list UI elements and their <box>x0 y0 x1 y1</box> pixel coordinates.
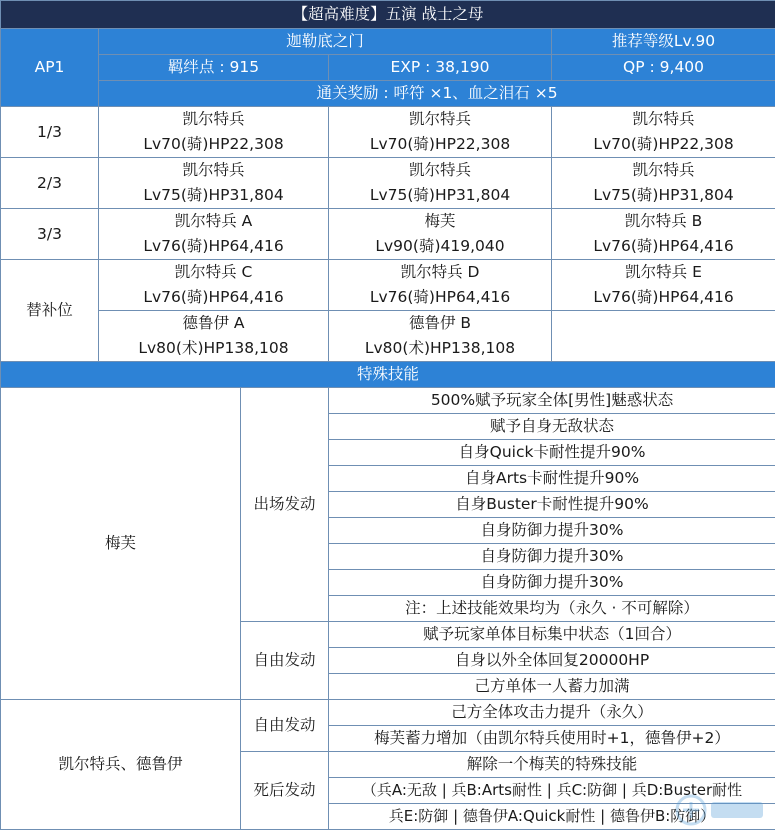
quest-title: 【超高难度】五演 战士之母 <box>1 1 775 29</box>
enemy-name: 凯尔特兵 <box>632 161 695 179</box>
wave-label: 1/3 <box>1 107 99 158</box>
clear-reward: 通关奖励 : 呼符 ×1、血之泪石 ×5 <box>99 81 775 107</box>
enemy-stats: Lv76(骑)HP64,416 <box>369 288 511 306</box>
maeve-name: 梅芙 <box>1 388 241 700</box>
enemy-stats: Lv75(骑)HP31,804 <box>369 186 511 204</box>
enemy-stats: Lv75(骑)HP31,804 <box>143 186 284 204</box>
skills-header: 特殊技能 <box>1 362 775 388</box>
skill-line: 梅芙蓄力增加（由凯尔特兵使用时+1，德鲁伊+2） <box>329 726 775 752</box>
recommended-level: 推荐等级Lv.90 <box>552 29 775 55</box>
enemy-name: 梅芙 <box>424 212 456 230</box>
empty-cell <box>552 311 775 362</box>
enemy-cell <box>552 260 775 311</box>
skill-line: 兵E:防御 | 德鲁伊A:Quick耐性 | 德鲁伊B:防御） <box>329 804 775 830</box>
skill-line: 自身防御力提升30% <box>329 570 775 596</box>
exp: EXP : 38,190 <box>329 55 552 81</box>
enemy-cell <box>329 260 552 311</box>
enemy-stats: Lv76(骑)HP64,416 <box>593 288 734 306</box>
skill-line: （兵A:无敌 | 兵B:Arts耐性 | 兵C:防御 | 兵D:Buster耐性 <box>329 778 775 804</box>
enemy-cell <box>99 260 329 311</box>
enemy-name: 凯尔特兵 C <box>174 263 253 281</box>
enemy-cell <box>99 107 329 158</box>
ap-cost: AP1 <box>1 29 99 107</box>
trigger-on-death: 死后发动 <box>241 752 329 830</box>
enemy-name: 凯尔特兵 D <box>400 263 480 281</box>
enemy-stats: Lv70(骑)HP22,308 <box>369 135 511 153</box>
wave-label: 3/3 <box>1 209 99 260</box>
enemy-cell <box>329 311 552 362</box>
enemy-name: 德鲁伊 A <box>182 314 245 332</box>
enemy-stats: Lv75(骑)HP31,804 <box>593 186 734 204</box>
enemy-cell <box>99 209 329 260</box>
enemy-cell <box>329 107 552 158</box>
enemy-stats: Lv76(骑)HP64,416 <box>143 288 284 306</box>
enemy-name: 凯尔特兵 A <box>174 212 253 230</box>
wave-label: 2/3 <box>1 158 99 209</box>
enemy-name: 凯尔特兵 <box>182 161 245 179</box>
trigger-free: 自由发动 <box>241 700 329 752</box>
qp: QP : 9,400 <box>552 55 775 81</box>
enemy-cell <box>552 107 775 158</box>
enemy-stats: Lv70(骑)HP22,308 <box>143 135 284 153</box>
enemy-name: 凯尔特兵 <box>408 110 471 128</box>
enemy-name: 凯尔特兵 B <box>624 212 703 230</box>
enemy-stats: Lv70(骑)HP22,308 <box>593 135 734 153</box>
skill-line: 赋予玩家单体目标集中状态（1回合） <box>329 622 775 648</box>
skill-line: 自身防御力提升30% <box>329 544 775 570</box>
enemy-stats: Lv76(骑)HP64,416 <box>593 237 734 255</box>
enemy-stats: Lv80(术)HP138,108 <box>364 339 516 357</box>
skill-line: 500%赋予玩家全体[男性]魅惑状态 <box>329 388 775 414</box>
location: 迦勒底之门 <box>99 29 552 55</box>
bond-points: 羁绊点 : 915 <box>99 55 329 81</box>
celts-name: 凯尔特兵、德鲁伊 <box>1 700 241 830</box>
enemy-stats: Lv90(骑)419,040 <box>375 237 505 255</box>
enemy-cell <box>99 311 329 362</box>
skill-note: 注：上述技能效果均为（永久 · 不可解除） <box>329 596 775 622</box>
enemy-cell <box>329 158 552 209</box>
skill-line: 己方全体攻击力提升（永久） <box>329 700 775 726</box>
trigger-on-entry: 出场发动 <box>241 388 329 622</box>
skill-line: 自身Quick卡耐性提升90% <box>329 440 775 466</box>
skill-line: 自身以外全体回复20000HP <box>329 648 775 674</box>
reserve-label: 替补位 <box>1 260 99 362</box>
enemy-cell <box>99 158 329 209</box>
enemy-cell <box>552 158 775 209</box>
enemy-name: 凯尔特兵 E <box>625 263 702 281</box>
enemy-stats: Lv76(骑)HP64,416 <box>143 237 284 255</box>
trigger-free: 自由发动 <box>241 622 329 700</box>
skill-line: 赋予自身无敌状态 <box>329 414 775 440</box>
skill-line: 自身Buster卡耐性提升90% <box>329 492 775 518</box>
enemy-name: 凯尔特兵 <box>408 161 471 179</box>
enemy-name: 凯尔特兵 <box>182 110 245 128</box>
skill-line: 解除一个梅芙的特殊技能 <box>329 752 775 778</box>
enemy-cell <box>329 209 552 260</box>
enemy-name: 凯尔特兵 <box>632 110 695 128</box>
enemy-cell <box>552 209 775 260</box>
skill-line: 自身Arts卡耐性提升90% <box>329 466 775 492</box>
skill-line: 自身防御力提升30% <box>329 518 775 544</box>
enemy-name: 德鲁伊 B <box>408 314 472 332</box>
enemy-stats: Lv80(术)HP138,108 <box>138 339 289 357</box>
skill-line: 己方单体一人蓄力加满 <box>329 674 775 700</box>
